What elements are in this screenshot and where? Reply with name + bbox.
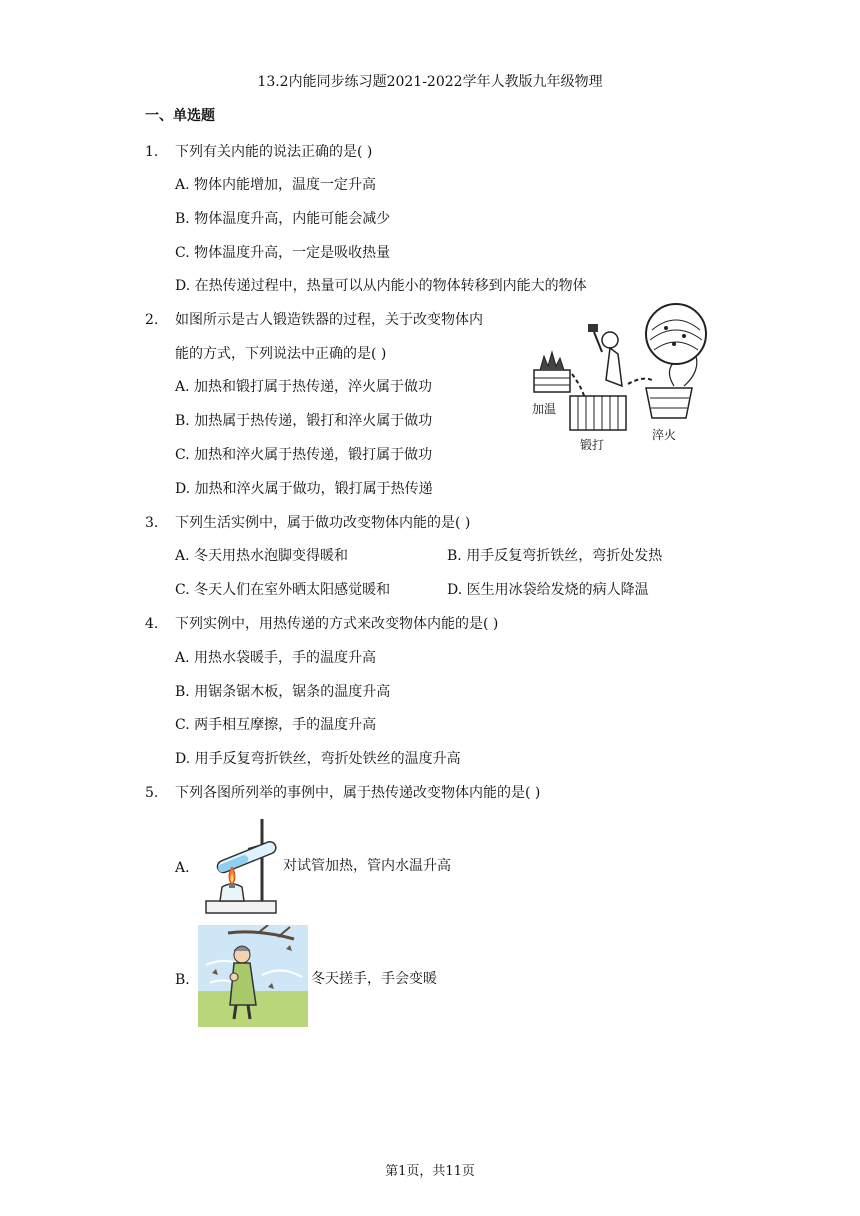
question-stem: 下列有关内能的说法正确的是( )	[175, 144, 373, 160]
option-c: C. 冬天人们在室外晒太阳感觉暖和	[175, 582, 391, 598]
option-a: A. 用热水袋暖手，手的温度升高	[175, 650, 377, 666]
label-quenching: 淬火	[652, 428, 677, 442]
question-stem: 下列各图所列举的事例中，属于热传递改变物体内能的是( )	[175, 785, 541, 801]
question-number: 2.	[145, 312, 159, 328]
option-a-letter: A.	[175, 860, 190, 876]
option-c: C. 两手相互摩擦，手的温度升高	[175, 717, 377, 733]
question-number: 5.	[145, 785, 159, 801]
question-number: 1.	[145, 144, 159, 160]
option-b: B. 物体温度升高，内能可能会减少	[175, 211, 391, 227]
test-tube-heating-figure	[202, 815, 280, 917]
option-b-text: 冬天搓手，手会变暖	[311, 971, 437, 987]
test-tube-drawing	[202, 815, 280, 917]
section-heading: 一、单选题	[145, 108, 215, 124]
question-number: 4.	[145, 616, 159, 632]
label-heating: 加温	[532, 402, 557, 416]
option-b: B. 用锯条锯木板，锯条的温度升高	[175, 684, 391, 700]
forging-illustration	[524, 300, 716, 456]
option-c: C. 物体温度升高，一定是吸收热量	[175, 245, 391, 261]
option-b: B. 加热属于热传递，锻打和淬火属于做功	[175, 413, 433, 429]
option-d: D. 用手反复弯折铁丝，弯折处铁丝的温度升高	[175, 751, 461, 767]
option-a: A. 冬天用热水泡脚变得暖和	[175, 548, 349, 564]
question-stem: 下列实例中，用热传递的方式来改变物体内能的是( )	[175, 616, 499, 632]
question-stem-line1: 如图所示是古人锻造铁器的过程，关于改变物体内	[175, 312, 483, 328]
rubbing-hands-drawing	[198, 925, 308, 1027]
option-b-letter: B.	[175, 972, 190, 988]
question-number: 3.	[145, 515, 159, 531]
option-d: D. 医生用冰袋给发烧的病人降温	[447, 582, 649, 598]
rubbing-hands-figure	[198, 925, 308, 1027]
option-b: B. 用手反复弯折铁丝，弯折处发热	[447, 548, 663, 564]
question-stem-line2: 能的方式，下列说法中正确的是( )	[175, 346, 387, 362]
label-forging: 锻打	[580, 438, 605, 452]
page-footer: 第1页，共11页	[385, 1164, 475, 1179]
option-c: C. 加热和淬火属于热传递，锻打属于做功	[175, 447, 433, 463]
question-stem: 下列生活实例中，属于做功改变物体内能的是( )	[175, 515, 471, 531]
document-title: 13.2内能同步练习题2021-2022学年人教版九年级物理	[257, 74, 603, 90]
option-d: D. 加热和淬火属于做功，锻打属于热传递	[175, 481, 433, 497]
option-a: A. 加热和锻打属于热传递，淬火属于做功	[175, 379, 433, 395]
option-d: D. 在热传递过程中，热量可以从内能小的物体转移到内能大的物体	[175, 278, 587, 294]
forging-drawing	[524, 300, 716, 456]
option-a: A. 物体内能增加，温度一定升高	[175, 177, 377, 193]
option-a-text: 对试管加热，管内水温升高	[283, 858, 451, 874]
